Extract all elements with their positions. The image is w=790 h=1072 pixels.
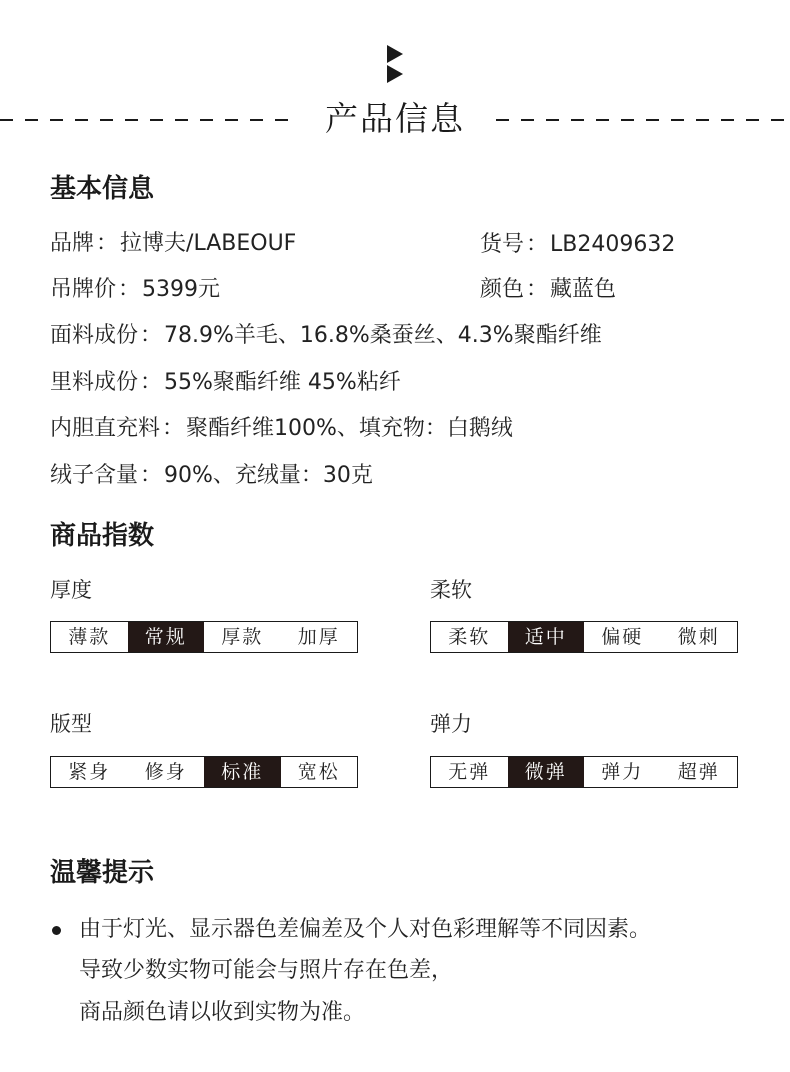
thickness-option: 加厚 [297, 626, 340, 648]
color-row: 颜色：藏蓝色 [480, 277, 617, 302]
brand-label: 品牌 [50, 231, 95, 256]
fit-option: 宽松 [297, 761, 340, 783]
bullet-icon [52, 926, 61, 935]
softness-option: 柔软 [448, 626, 491, 648]
item-number-row: 货号：LB2409632 [480, 232, 676, 257]
fit-option: 紧身 [68, 761, 111, 783]
item-number-value: LB2409632 [550, 232, 676, 257]
thickness-option: 厚款 [221, 626, 264, 648]
softness-scale [430, 621, 738, 653]
elasticity-option-selected: 微弹 [508, 757, 585, 787]
elasticity-label: 弹力 [430, 712, 472, 736]
brand-value: 拉博夫/LABEOUF [120, 231, 297, 256]
tag-price-label: 吊牌价 [50, 277, 117, 302]
softness-option-selected: 适中 [508, 622, 585, 652]
down-content-value: 90%、充绒量：30克 [164, 463, 373, 488]
fit-option-selected: 标准 [204, 757, 281, 787]
lining-row: 里料成份：55%聚酯纤维 45%粘纤 [50, 370, 401, 395]
basic-info-title: 基本信息 [50, 174, 155, 204]
fabric-value: 78.9%羊毛、16.8%桑蚕丝、4.3%聚酯纤维 [164, 323, 602, 348]
page-title: 产品信息 [325, 99, 465, 138]
thickness-option-selected: 常规 [128, 622, 205, 652]
tag-price-value: 5399元 [142, 277, 221, 302]
down-content-label: 绒子含量 [50, 463, 139, 488]
softness-option: 微刺 [677, 626, 720, 648]
down-content-row: 绒子含量：90%、充绒量：30克 [50, 463, 373, 488]
thickness-scale [50, 621, 358, 653]
inner-filling-value: 聚酯纤维100%、填充物：白鹅绒 [186, 416, 513, 441]
tips-title: 温馨提示 [50, 858, 155, 888]
item-number-label: 货号 [480, 232, 525, 257]
tip-line: 商品颜色请以收到实物为准。 [79, 1000, 366, 1025]
color-value: 藏蓝色 [550, 277, 617, 302]
elasticity-scale [430, 756, 738, 788]
tip-line: 由于灯光、显示器色差偏差及个人对色彩理解等不同因素。 [79, 917, 652, 942]
inner-filling-label: 内胆直充料 [50, 416, 161, 441]
thickness-label: 厚度 [50, 578, 92, 602]
double-arrow-icon [387, 43, 405, 85]
inner-filling-row: 内胆直充料：聚酯纤维100%、填充物：白鹅绒 [50, 416, 513, 441]
elasticity-option: 无弹 [448, 761, 491, 783]
color-label: 颜色 [480, 277, 525, 302]
lining-value: 55%聚酯纤维 45%粘纤 [164, 370, 401, 395]
tip-line: 导致少数实物可能会与照片存在色差， [79, 958, 454, 983]
tag-price-row: 吊牌价：5399元 [50, 277, 221, 302]
fabric-label: 面料成份 [50, 323, 139, 348]
lining-label: 里料成份 [50, 370, 139, 395]
fit-scale [50, 756, 358, 788]
fabric-row: 面料成份：78.9%羊毛、16.8%桑蚕丝、4.3%聚酯纤维 [50, 323, 602, 348]
brand-row: 品牌：拉博夫/LABEOUF [50, 231, 297, 256]
softness-option: 偏硬 [601, 626, 644, 648]
elasticity-option: 超弹 [677, 761, 720, 783]
thickness-option: 薄款 [68, 626, 111, 648]
elasticity-option: 弹力 [601, 761, 644, 783]
fit-option: 修身 [144, 761, 187, 783]
product-index-title: 商品指数 [50, 521, 155, 551]
softness-label: 柔软 [430, 578, 472, 602]
fit-label: 版型 [50, 712, 92, 736]
